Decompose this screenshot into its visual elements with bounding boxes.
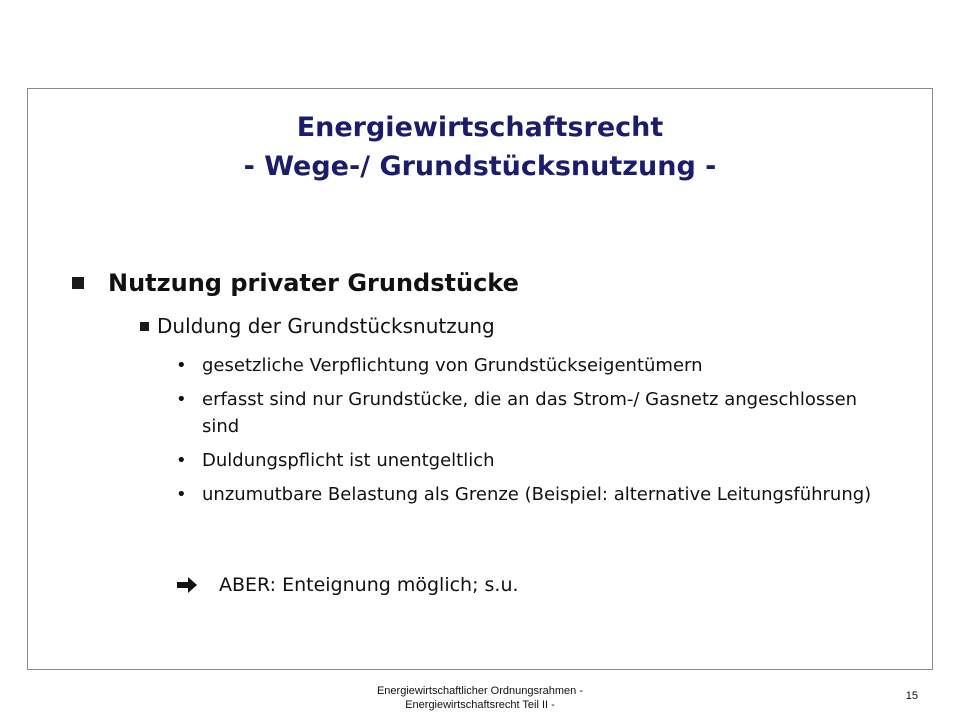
level2-item [140, 311, 495, 341]
title-line-2: - Wege-/ Grundstücksnutzung - [243, 151, 717, 182]
level1-item [72, 265, 519, 301]
arrow-text: ABER: Enteignung möglich; s.u. [219, 574, 519, 596]
dot-bullet-icon: • [176, 484, 187, 505]
footer-line-2: Energiewirtschaftsrecht Teil II - [405, 699, 555, 711]
level2-text: Duldung der Grundstücksnutzung [157, 314, 495, 338]
bullet-text: gesetzliche Verpflichtung von Grundstückseigentümern [202, 355, 703, 376]
slide-title [27, 108, 933, 186]
small-square-bullet-icon [140, 322, 149, 331]
level1-text: Nutzung privater Grundstücke [108, 269, 519, 297]
dot-bullet-icon: • [176, 450, 187, 471]
square-bullet-icon [72, 277, 84, 289]
footer-line-1: Energiewirtschaftlicher Ordnungsrahmen - [376, 685, 584, 697]
list-item [174, 447, 894, 474]
title-line-1: Energiewirtschaftsrecht [296, 112, 664, 143]
right-arrow-icon [177, 577, 197, 593]
page-number: 15 [905, 690, 918, 702]
bullet-text: Duldungspflicht ist unentgeltlich [202, 450, 495, 471]
bullet-text: erfasst sind nur Grundstücke, die an das Strom-/ Gasnetz angeschlossen sind [202, 389, 858, 437]
list-item [174, 352, 894, 379]
dot-bullet-icon: • [176, 355, 187, 376]
footer-text [330, 684, 630, 712]
list-item [174, 386, 894, 440]
bullet-list [174, 352, 894, 515]
dot-bullet-icon: • [176, 389, 187, 410]
arrow-item [177, 570, 519, 600]
list-item [174, 481, 894, 508]
bullet-text: unzumutbare Belastung als Grenze (Beispiel: alternative Leitungsführung) [202, 484, 872, 505]
